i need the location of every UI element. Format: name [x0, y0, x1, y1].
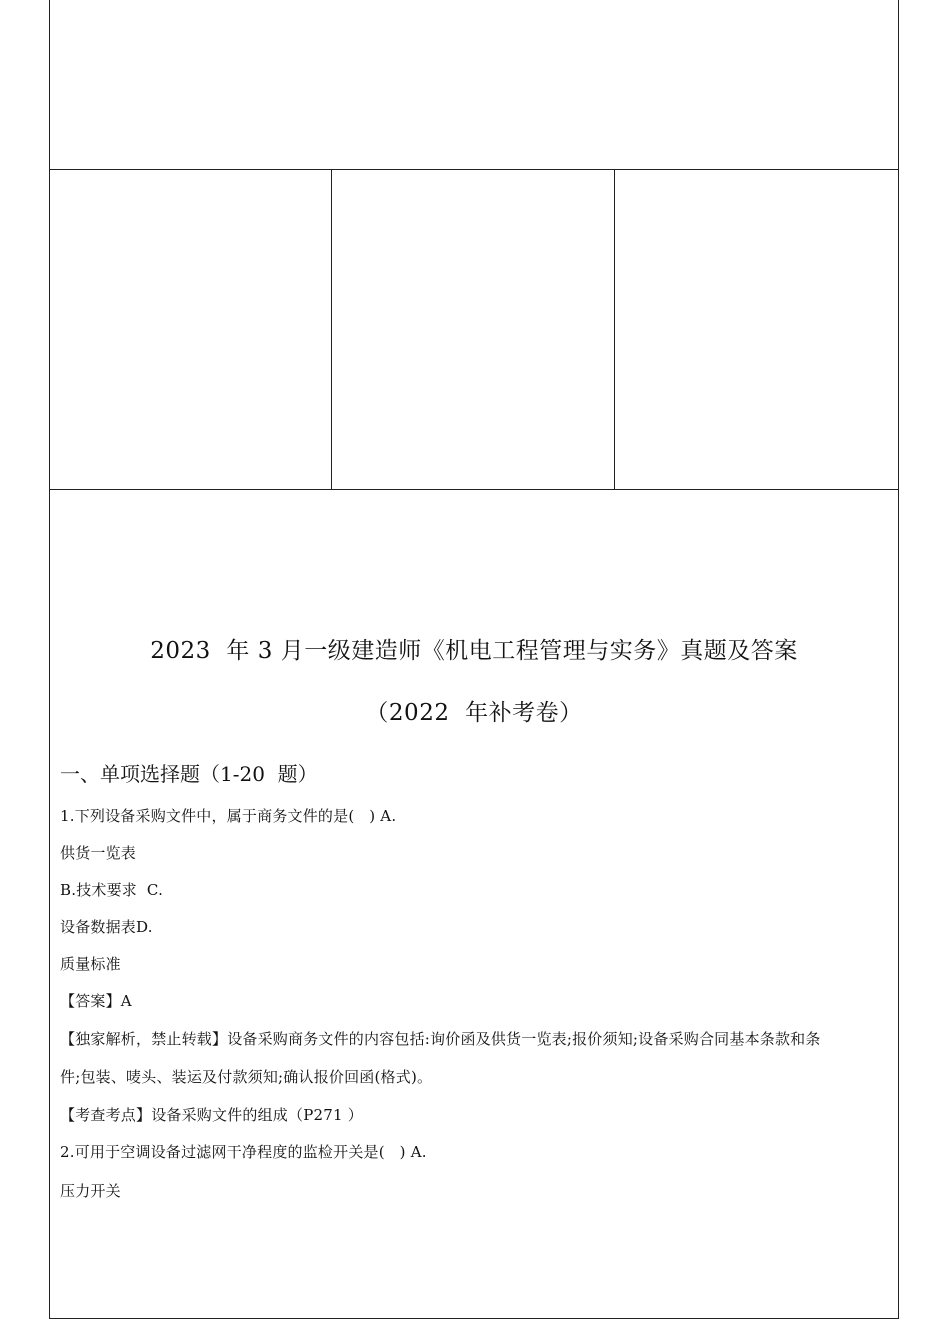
- question-1-option-c: 设备数据表D.: [60, 918, 153, 936]
- table-cell-3: [615, 170, 899, 489]
- question-1-option-d: 质量标准: [60, 955, 121, 973]
- question-1-option-a: 供货一览表: [60, 844, 137, 862]
- document-subtitle: （2022 年补考卷）: [365, 700, 583, 726]
- table-cell-1: [49, 170, 332, 489]
- question-1-option-b: B.技术要求 C.: [60, 881, 164, 899]
- question-2-option-a: 压力开关: [60, 1182, 121, 1200]
- question-2-stem: 2.可用于空调设备过滤网干净程度的监检开关是( ) A.: [60, 1143, 427, 1161]
- section-heading: 一、单项选择题（1-20 题）: [60, 762, 318, 786]
- page-border-bottom: [49, 1318, 899, 1319]
- question-1-answer: 【答案】A: [60, 992, 132, 1010]
- question-1-analysis-cont: 件;包装、唛头、装运及付款须知;确认报价回函(格式)。: [60, 1068, 433, 1086]
- question-1-exam-point: 【考查考点】设备采购文件的组成（P271 ）: [60, 1106, 363, 1124]
- table-cell-2: [332, 170, 615, 489]
- document-title: 2023 年 3 月一级建造师《机电工程管理与实务》真题及答案: [150, 638, 798, 664]
- empty-table: [49, 169, 899, 490]
- question-1-stem: 1.下列设备采购文件中，属于商务文件的是( ) A.: [60, 807, 397, 825]
- question-1-analysis: 【独家解析，禁止转载】设备采购商务文件的内容包括:询价函及供货一览表;报价须知;设备采购合同基本条款和条: [60, 1030, 821, 1048]
